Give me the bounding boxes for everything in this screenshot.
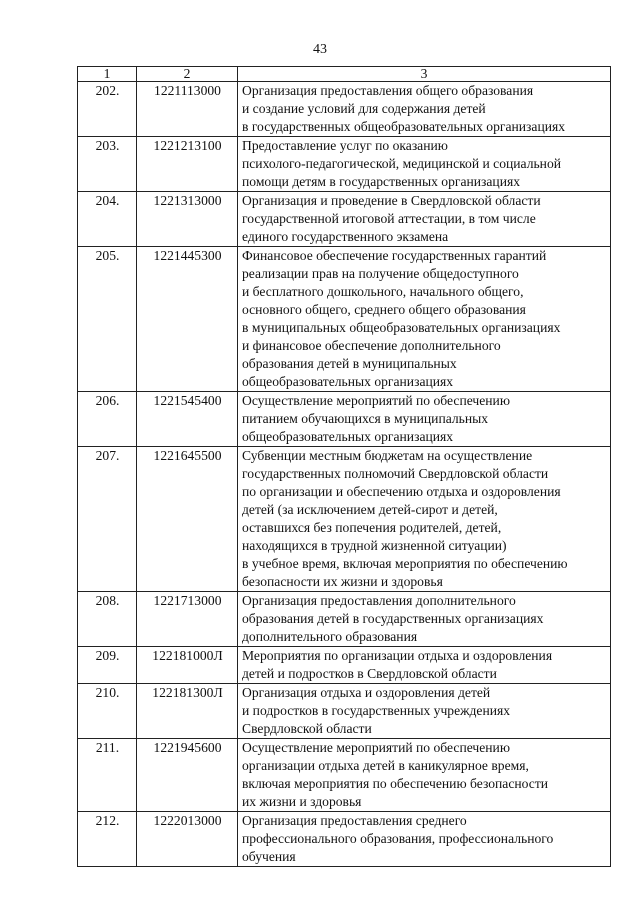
row-code: 1221213100 [137, 137, 238, 192]
row-name: Мероприятия по организации отдыха и оздоровления детей и подростков в Свердловской области [238, 647, 611, 684]
column-header-number: 1 [78, 67, 137, 82]
row-number: 206. [78, 392, 137, 447]
row-name: Организация предоставления дополнительного образования детей в государственных организациях дополнительного образования [238, 592, 611, 647]
row-number: 211. [78, 739, 137, 812]
row-name: Осуществление мероприятий по обеспечению организации отдыха детей в каникулярное время, включая мероприятия по обеспечению безопасности их жизни и здоровья [238, 739, 611, 812]
row-number: 207. [78, 447, 137, 592]
row-number: 210. [78, 684, 137, 739]
table-row [78, 647, 611, 684]
table-row [78, 247, 611, 392]
budget-classification-table [77, 66, 611, 867]
table-header [78, 67, 611, 82]
row-name: Осуществление мероприятий по обеспечению питанием обучающихся в муниципальных общеобразовательных организациях [238, 392, 611, 447]
table-row [78, 82, 611, 137]
row-number: 212. [78, 812, 137, 867]
row-number: 204. [78, 192, 137, 247]
column-header-code: 2 [137, 67, 238, 82]
row-number: 209. [78, 647, 137, 684]
row-number: 205. [78, 247, 137, 392]
row-code: 1222013000 [137, 812, 238, 867]
row-name: Организация предоставления общего образования и создание условий для содержания детей в государственных общеобразовательных организациях [238, 82, 611, 137]
row-code: 1221713000 [137, 592, 238, 647]
header-row [78, 67, 611, 82]
row-number: 203. [78, 137, 137, 192]
row-name: Предоставление услуг по оказанию психолого-педагогической, медицинской и социальной помощи детям в государственных организациях [238, 137, 611, 192]
row-name: Организация и проведение в Свердловской области государственной итоговой аттестации, в том числе единого государственного экзамена [238, 192, 611, 247]
table-body [78, 82, 611, 867]
row-name: Организация предоставления среднего профессионального образования, профессионального обучения [238, 812, 611, 867]
row-code: 1221113000 [137, 82, 238, 137]
row-code: 1221545400 [137, 392, 238, 447]
row-number: 202. [78, 82, 137, 137]
row-code: 122181300Л [137, 684, 238, 739]
table-row [78, 392, 611, 447]
row-code: 1221945600 [137, 739, 238, 812]
table-row [78, 812, 611, 867]
row-code: 1221313000 [137, 192, 238, 247]
page-number: 43 [313, 42, 327, 57]
row-name: Финансовое обеспечение государственных гарантий реализации прав на получение общедоступного и бесплатного дошкольного, начального общего, основного общего, среднего общего образования в муниципальных общеобразовательных организациях и финансовое обеспечение дополнительного образования детей в муниципальных общеобразовательных организациях [238, 247, 611, 392]
table-row [78, 192, 611, 247]
table-row [78, 739, 611, 812]
table-row [78, 684, 611, 739]
row-name: Субвенции местным бюджетам на осуществление государственных полномочий Свердловской области по организации и обеспечению отдыха и оздоровления детей (за исключением детей-сирот и детей, оставшихся без попечения родителей, детей, находящихся в трудной жизненной ситуации) в учебное время, включая мероприятия по обеспечению безопасности их жизни и здоровья [238, 447, 611, 592]
row-code: 1221645500 [137, 447, 238, 592]
row-name: Организация отдыха и оздоровления детей и подростков в государственных учреждениях Свердловской области [238, 684, 611, 739]
row-code: 1221445300 [137, 247, 238, 392]
row-code: 122181000Л [137, 647, 238, 684]
row-number: 208. [78, 592, 137, 647]
table-row [78, 592, 611, 647]
column-header-name: 3 [238, 67, 611, 82]
table-row [78, 447, 611, 592]
table-row [78, 137, 611, 192]
